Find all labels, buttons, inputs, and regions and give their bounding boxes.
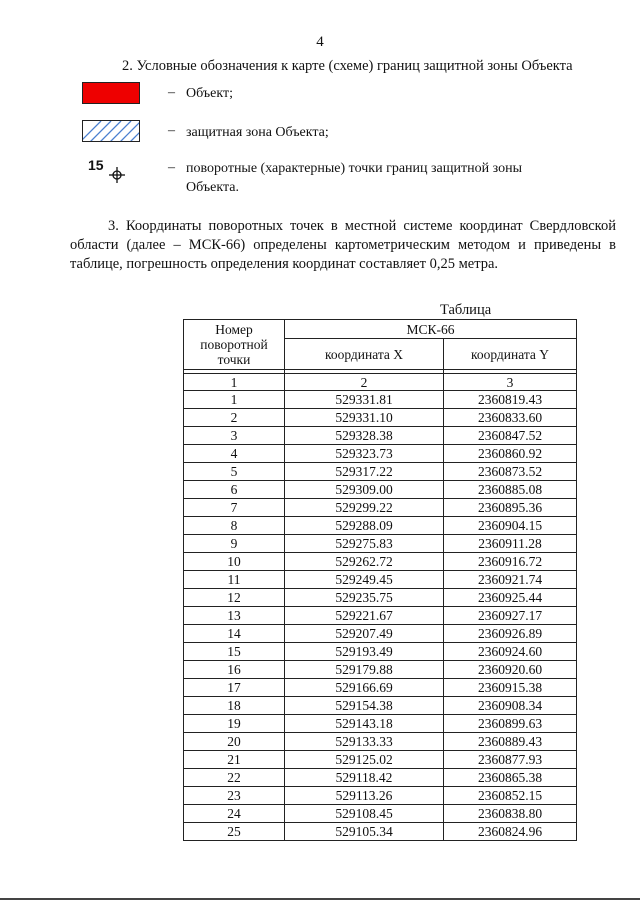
column-index: 2 [285,374,444,391]
point-number-cell: 1 [184,391,285,409]
table-row [184,643,577,661]
table-row [184,697,577,715]
legend-item-point [0,157,640,197]
point-number-cell: 23 [184,787,285,805]
legend-dash: – [168,85,175,100]
table-row [184,787,577,805]
y-coordinate-cell: 2360819.43 [444,391,577,409]
x-coordinate-cell: 529143.18 [285,715,444,733]
y-coordinate-cell: 2360925.44 [444,589,577,607]
legend-dash: – [168,123,175,138]
point-number-cell: 17 [184,679,285,697]
object-swatch-icon [82,82,140,104]
x-coordinate-cell: 529309.00 [285,481,444,499]
table-row [184,751,577,769]
table-row [184,391,577,409]
y-coordinate-cell: 2360927.17 [444,607,577,625]
legend-item-object [0,82,640,108]
x-coordinate-cell: 529275.83 [285,535,444,553]
legend-text-zone: защитная зона Объекта; [186,125,329,140]
legend-dash: – [168,160,175,175]
page-number: 4 [316,34,324,50]
y-coordinate-cell: 2360904.15 [444,517,577,535]
point-number-cell: 21 [184,751,285,769]
table-row [184,607,577,625]
table-row [184,427,577,445]
point-number-cell: 20 [184,733,285,751]
x-coordinate-cell: 529166.69 [285,679,444,697]
table-row [184,535,577,553]
legend-text-object: Объект; [186,86,233,101]
x-coordinate-cell: 529249.45 [285,571,444,589]
point-number-cell: 22 [184,769,285,787]
x-coordinate-cell: 529235.75 [285,589,444,607]
y-coordinate-cell: 2360824.96 [444,823,577,841]
point-number-cell: 9 [184,535,285,553]
hatched-swatch-icon [82,120,140,142]
x-coordinate-cell: 529133.33 [285,733,444,751]
column-index: 1 [184,374,285,391]
coordinates-paragraph: 3. Координаты поворотных точек в местной системе координат Свердловской области (далее – МСК-66) определены картометрическим методом и приведены в таблице, погрешность определения координат составляет 0,25 метра. [70,218,616,272]
point-number-cell: 10 [184,553,285,571]
table-row [184,571,577,589]
table-row [184,463,577,481]
legend-text-point: поворотные (характерные) точки границ защитной зоны Объекта. [186,161,522,195]
point-number-cell: 18 [184,697,285,715]
y-coordinate-cell: 2360833.60 [444,409,577,427]
x-coordinate-cell: 529328.38 [285,427,444,445]
table-row [184,445,577,463]
y-coordinate-cell: 2360915.38 [444,679,577,697]
x-coordinate-cell: 529317.22 [285,463,444,481]
section-title: 2. Условные обозначения к карте (схеме) границ защитной зоны Объекта [122,58,573,74]
x-coordinate-cell: 529323.73 [285,445,444,463]
table-row [184,589,577,607]
y-coordinate-cell: 2360899.63 [444,715,577,733]
point-number-cell: 16 [184,661,285,679]
x-coordinate-cell: 529118.42 [285,769,444,787]
point-number-cell: 2 [184,409,285,427]
y-coordinate-cell: 2360921.74 [444,571,577,589]
y-coordinate-cell: 2360877.93 [444,751,577,769]
y-coordinate-cell: 2360926.89 [444,625,577,643]
y-coordinate-cell: 2360852.15 [444,787,577,805]
x-coordinate-cell: 529154.38 [285,697,444,715]
x-coordinate-cell: 529179.88 [285,661,444,679]
y-coordinate-cell: 2360895.36 [444,499,577,517]
legend-item-zone [0,120,640,146]
x-coordinate-cell: 529108.45 [285,805,444,823]
y-coordinate-cell: 2360889.43 [444,733,577,751]
table-row [184,481,577,499]
x-coordinate-cell: 529113.26 [285,787,444,805]
table-row [184,661,577,679]
x-coordinate-cell: 529125.02 [285,751,444,769]
header-point-number: Номер поворотной точки [184,320,285,370]
y-coordinate-cell: 2360838.80 [444,805,577,823]
y-coordinate-cell: 2360885.08 [444,481,577,499]
x-coordinate-cell: 529105.34 [285,823,444,841]
point-number-cell: 14 [184,625,285,643]
x-coordinate-cell: 529331.10 [285,409,444,427]
y-coordinate-cell: 2360916.72 [444,553,577,571]
y-coordinate-cell: 2360920.60 [444,661,577,679]
table-row [184,805,577,823]
y-coordinate-cell: 2360847.52 [444,427,577,445]
column-index: 3 [444,374,577,391]
point-number-cell: 6 [184,481,285,499]
coordinates-table [183,319,577,841]
y-coordinate-cell: 2360908.34 [444,697,577,715]
point-number-cell: 7 [184,499,285,517]
point-number-cell: 5 [184,463,285,481]
x-coordinate-cell: 529193.49 [285,643,444,661]
point-number-cell: 11 [184,571,285,589]
y-coordinate-cell: 2360860.92 [444,445,577,463]
header-system: МСК-66 [285,320,577,339]
point-number-cell: 12 [184,589,285,607]
table-row [184,769,577,787]
y-coordinate-cell: 2360865.38 [444,769,577,787]
table-row [184,715,577,733]
table-row [184,679,577,697]
point-number-cell: 25 [184,823,285,841]
x-coordinate-cell: 529221.67 [285,607,444,625]
y-coordinate-cell: 2360873.52 [444,463,577,481]
y-coordinate-cell: 2360924.60 [444,643,577,661]
turning-point-marker [88,157,132,185]
x-coordinate-cell: 529288.09 [285,517,444,535]
point-number-cell: 8 [184,517,285,535]
table-row [184,625,577,643]
x-coordinate-cell: 529262.72 [285,553,444,571]
point-number-cell: 4 [184,445,285,463]
table-row [184,517,577,535]
table-row [184,823,577,841]
table-row [184,409,577,427]
x-coordinate-cell: 529207.49 [285,625,444,643]
page-bottom-border [0,898,640,900]
point-number-cell: 24 [184,805,285,823]
point-number-cell: 15 [184,643,285,661]
header-x: координата X [285,339,444,370]
point-number-cell: 19 [184,715,285,733]
point-number-cell: 13 [184,607,285,625]
point-label: 15 [88,157,104,173]
table-row [184,553,577,571]
table-row [184,499,577,517]
x-coordinate-cell: 529331.81 [285,391,444,409]
x-coordinate-cell: 529299.22 [285,499,444,517]
crosshair-icon [108,166,126,184]
table-caption: Таблица [440,302,492,318]
y-coordinate-cell: 2360911.28 [444,535,577,553]
table-row [184,733,577,751]
header-y: координата Y [444,339,577,370]
point-number-cell: 3 [184,427,285,445]
